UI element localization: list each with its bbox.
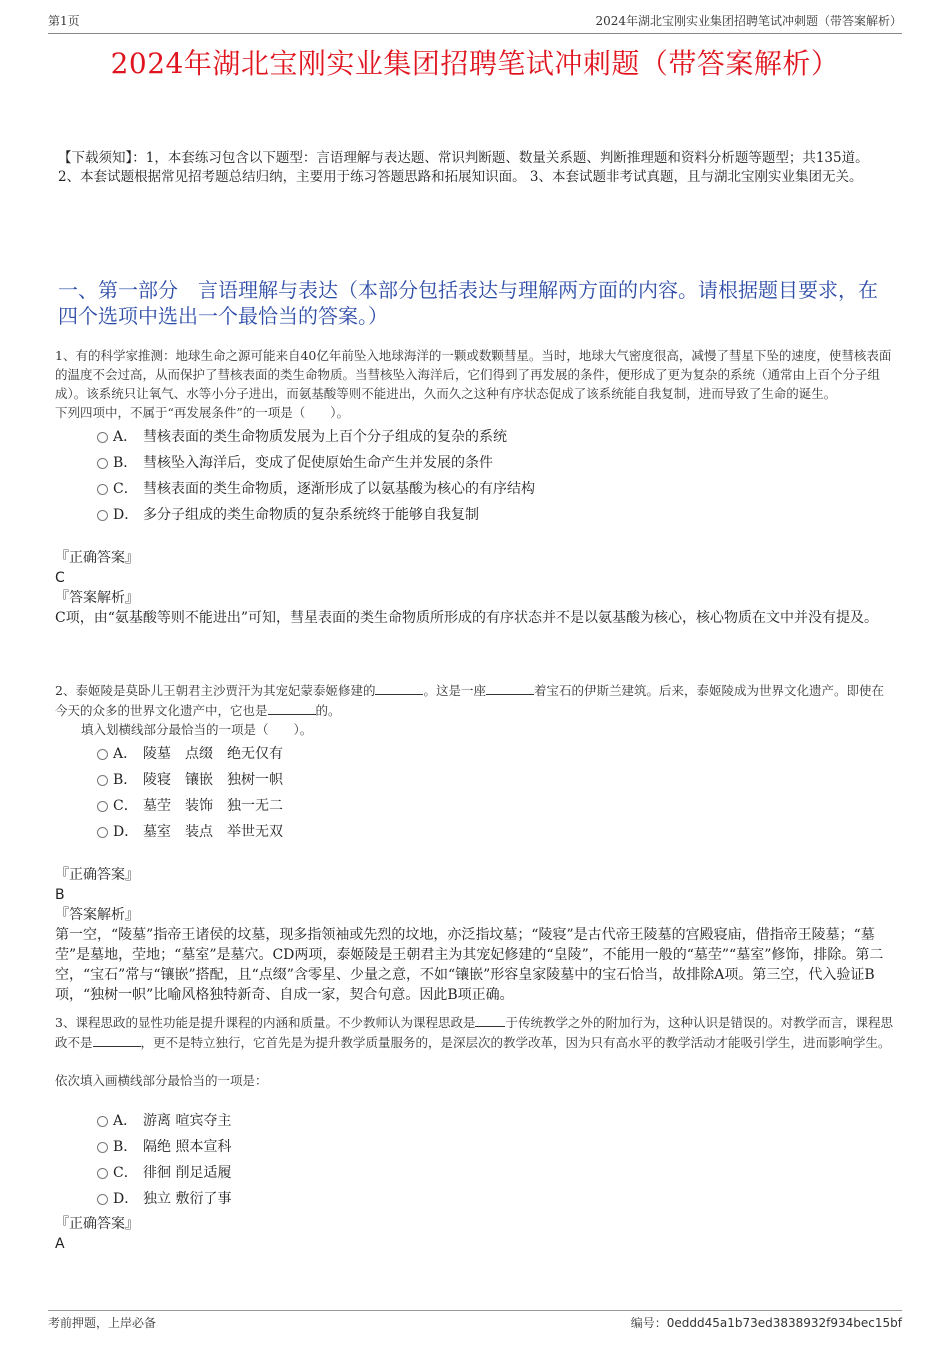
answer-value: C <box>55 570 65 586</box>
answer-value: B <box>55 887 65 903</box>
option-letter: D． <box>113 824 139 840</box>
option-text: 彗核表面的类生命物质发展为上百个分子组成的复杂的系统 <box>143 429 507 445</box>
option-b[interactable] <box>55 450 895 476</box>
stem-part: 于传统教学之外的附加行为，这种认识是错误的。对教学而言，课程思政不是 <box>55 1015 893 1050</box>
option-letter: B． <box>113 772 138 788</box>
question-stem <box>55 346 895 422</box>
stem-passage: 1、有的科学家推测：地球生命之源可能来自40亿年前坠入地球海洋的一颗或数颗彗星。当时，地球大气密度很高，减慢了彗星下坠的速度，使彗核表面的温度不会过高，从而保护了彗核表面的类生命物质。当彗核坠入海洋后，它们得到了再发展的条件，便形成了更为复杂的系统（通常由上百个分子组成）。该系统只让氧气、水等小分子进出，而氨基酸等则不能进出，久而久之这种有序状态促成了该系统能自我复制，进而导致了生命的诞生。 <box>55 348 892 401</box>
fill-blank <box>486 680 534 695</box>
header-divider <box>48 33 902 34</box>
option-d[interactable] <box>55 502 895 528</box>
option-text: 陵墓 点缀 绝无仅有 <box>143 746 283 762</box>
radio-icon[interactable] <box>97 458 108 469</box>
option-a[interactable] <box>55 1108 895 1134</box>
option-letter: D． <box>113 1191 139 1207</box>
analysis-label: 『答案解析』 <box>55 590 139 606</box>
option-b[interactable] <box>55 767 895 793</box>
option-text: 陵寝 镶嵌 独树一帜 <box>143 772 283 788</box>
download-notice: 【下载须知】：1，本套练习包含以下题型：言语理解与表达题、常识判断题、数量关系题、判断推理题和资料分析题等题型；共135道。 2、本套试题根据常见招考题总结归纳，主要用于练习答题思路和拓展知识面。 3、本套试题非考试真题，且与湖北宝刚实业集团无关。 <box>58 150 869 185</box>
footer-slogan: 考前押题，上岸必备 <box>48 1316 157 1330</box>
option-letter: A． <box>113 746 138 762</box>
running-header-title: 2024年湖北宝刚实业集团招聘笔试冲刺题（带答案解析） <box>595 14 902 28</box>
stem-question: 依次填入画横线部分最恰当的一项是： <box>55 1073 268 1088</box>
radio-icon[interactable] <box>97 775 108 786</box>
question-1 <box>55 346 895 628</box>
radio-icon[interactable] <box>97 484 108 495</box>
radio-icon[interactable] <box>97 1116 108 1127</box>
fill-blank <box>93 1032 141 1047</box>
option-a[interactable] <box>55 741 895 767</box>
option-letter: B． <box>113 455 138 471</box>
option-text: 徘徊 削足适履 <box>143 1165 232 1181</box>
analysis-text: C项，由“氨基酸等则不能进出”可知，彗星表面的类生命物质所形成的有序状态并不是以氨基酸为核心，核心物质在文中并没有提及。 <box>55 610 879 626</box>
page-title: 2024年湖北宝刚实业集团招聘笔试冲刺题（带答案解析） <box>110 47 840 80</box>
option-letter: D． <box>113 507 139 523</box>
option-letter: A． <box>113 429 138 445</box>
radio-icon[interactable] <box>97 1194 108 1205</box>
fill-blank <box>375 680 423 695</box>
radio-icon[interactable] <box>97 827 108 838</box>
stem-part: 。这是一座 <box>423 683 486 698</box>
answer-value: A <box>55 1236 65 1252</box>
page-number: 第1页 <box>48 14 80 28</box>
question-3 <box>55 1012 895 1254</box>
option-text: 墓茔 装饰 独一无二 <box>143 798 283 814</box>
question-2 <box>55 680 895 1005</box>
stem-part: 2、泰姬陵是莫卧儿王朝君主沙贾汗为其宠妃蒙泰姬修建的 <box>55 683 376 698</box>
option-text: 彗核坠入海洋后，变成了促使原始生命产生并发展的条件 <box>143 455 493 471</box>
stem-question: 下列四项中，不属于“再发展条件”的一项是（ ）。 <box>55 405 350 420</box>
option-list <box>55 1108 895 1212</box>
radio-icon[interactable] <box>97 801 108 812</box>
document-id: 编号：0eddd45a1b73ed3838932f934bec15bf <box>630 1316 902 1330</box>
option-letter: C． <box>113 798 138 814</box>
option-text: 独立 敷衍了事 <box>143 1191 232 1207</box>
option-a[interactable] <box>55 424 895 450</box>
option-text: 彗核表面的类生命物质，逐渐形成了以氨基酸为核心的有序结构 <box>143 481 535 497</box>
analysis-text: 第一空，“陵墓”指帝王诸侯的坟墓，现多指领袖或先烈的坟地，亦泛指坟墓；“陵寝”是古代帝王陵墓的宫殿寝庙，借指帝王陵墓；“墓茔”是墓地，茔地；“墓室”是墓穴。CD两项，泰姬陵是王朝君主为其宠妃修建的“皇陵”，不能用一般的“墓茔”“墓室”修饰，排除。第二空，“宝石”常与“镶嵌”搭配，且“点缀”含零星、少量之意，不如“镶嵌”形容皇家陵墓中的宝石恰当，故排除A项。第三空，代入验证B项，“独树一帜”比喻风格独特新奇、自成一家，契合句意。因此B项正确。 <box>55 927 884 1003</box>
fill-blank <box>475 1012 505 1027</box>
stem-part: 3、课程思政的显性功能是提升课程的内涵和质量。不少教师认为课程思政是 <box>55 1015 476 1030</box>
stem-passage <box>55 680 895 720</box>
option-d[interactable] <box>55 819 895 845</box>
option-list <box>55 741 895 845</box>
analysis-label: 『答案解析』 <box>55 907 139 923</box>
option-text: 隔绝 照本宣科 <box>143 1139 232 1155</box>
stem-part: 着宝石的伊斯兰建筑。后来，泰姬陵成为世界文化遗产。即使在今天的众多的世界文化遗产中，它也是 <box>55 683 884 718</box>
option-c[interactable] <box>55 793 895 819</box>
option-text: 游离 喧宾夺主 <box>143 1113 232 1129</box>
radio-icon[interactable] <box>97 432 108 443</box>
stem-passage <box>55 1012 895 1052</box>
option-letter: C． <box>113 1165 138 1181</box>
option-text: 多分子组成的类生命物质的复杂系统终于能够自我复制 <box>143 507 479 523</box>
option-d[interactable] <box>55 1186 895 1212</box>
footer-divider <box>48 1310 902 1311</box>
option-letter: B． <box>113 1139 138 1155</box>
option-list <box>55 424 895 528</box>
question-stem <box>55 680 895 739</box>
option-b[interactable] <box>55 1134 895 1160</box>
radio-icon[interactable] <box>97 510 108 521</box>
option-letter: A． <box>113 1113 138 1129</box>
option-text: 墓室 装点 举世无双 <box>143 824 283 840</box>
radio-icon[interactable] <box>97 1142 108 1153</box>
radio-icon[interactable] <box>97 1168 108 1179</box>
option-letter: C． <box>113 481 138 497</box>
section-heading: 一、第一部分 言语理解与表达（本部分包括表达与理解两方面的内容。请根据题目要求，在四个选项中选出一个最恰当的答案。） <box>58 278 878 328</box>
fill-blank <box>268 700 316 715</box>
answer-label: 『正确答案』 <box>55 550 139 566</box>
stem-part: 的。 <box>315 703 341 718</box>
stem-question: 填入划横线部分最恰当的一项是（ ）。 <box>81 722 313 737</box>
option-c[interactable] <box>55 476 895 502</box>
stem-part: ，更不是特立独行，它首先是为提升教学质量服务的，是深层次的教学改革，因为只有高水平的教学活动才能吸引学生，进而影响学生。 <box>140 1035 891 1050</box>
answer-label: 『正确答案』 <box>55 1216 139 1232</box>
option-c[interactable] <box>55 1160 895 1186</box>
radio-icon[interactable] <box>97 749 108 760</box>
question-stem <box>55 1012 895 1090</box>
answer-label: 『正确答案』 <box>55 867 139 883</box>
